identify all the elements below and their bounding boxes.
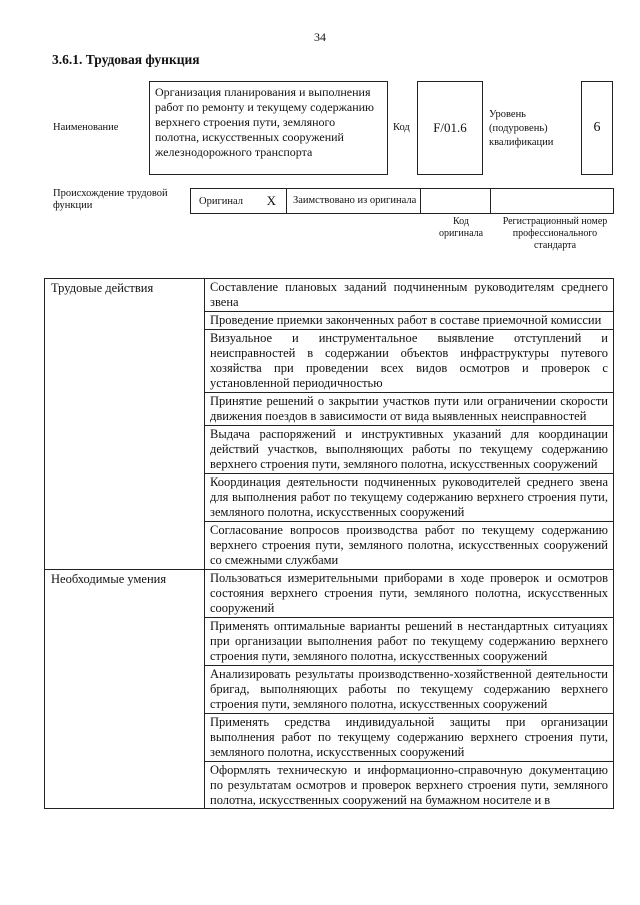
function-table [44,278,614,809]
labor-action-item: Составление плановых заданий подчиненным руководителям среднего звена [205,279,613,312]
labor-action-item: Визуальное и инструментальное выявление отступлений и неисправностей в содержании объектов инфраструктуры путевого хозяйства при проведении всех видов осмотров и проверок с установленной периодичностью [205,330,613,393]
original-cell [191,189,287,213]
original-code-caption: Код оригинала [438,216,484,239]
level-label: Уровень (подуровень) квалификации [489,109,554,148]
labor-actions-label: Трудовые действия [45,279,205,570]
original-code-cell [421,189,491,213]
skill-item: Пользоваться измерительными приборами в ходе проверок и осмотров состояния верхнего строения пути, земляного полотна, искусственных сооружений [205,570,613,618]
original-label: Оригинал [199,195,243,207]
origin-label: Происхождение трудовой функции [53,188,168,211]
labor-actions-row [45,279,614,570]
code-value: F/01.6 [417,81,483,175]
labor-action-item: Координация деятельности подчиненных руководителей среднего звена для выполнения работ по текущему содержанию верхнего строения пути, земляного полотна, искусственных сооружений [205,474,613,522]
labor-action-item: Проведение приемки законченных работ в составе приемочной комиссии [205,312,613,330]
code-label: Код [393,122,410,133]
level-value: 6 [581,81,613,175]
skills-row [45,570,614,809]
reg-number-cell [491,189,613,213]
labor-action-item: Согласование вопросов производства работ по текущему содержанию верхнего строения пути, земляного полотна, искусственных сооружений со смежными службами [210,523,608,567]
skills-list [205,570,614,809]
labor-action-item: Принятие решений о закрытии участков пути или ограничении скорости движения поездов в зависимости от вида выявленных неисправностей [205,393,613,426]
original-mark: X [266,193,276,208]
skill-item: Анализировать результаты производственно-хозяйственной деятельности бригад, выполняющих работы по текущему содержанию верхнего строения пути, земляного полотна, искусственных сооружений [205,666,613,714]
skills-label: Необходимые умения [45,570,205,809]
skill-item: Применять средства индивидуальной защиты при организации выполнения работ по текущему содержанию верхнего строения пути, земляного полотна, искусственных сооружений [205,714,613,762]
page-number: 34 [314,30,326,44]
function-name: Организация планирования и выполнения работ по ремонту и текущему содержанию верхнего строения пути, земляного полотна, искусственных сооружений железнодорожного транспорта [149,81,388,175]
reg-number-caption: Регистрационный номер профессионального стандарта [502,216,608,251]
section-title: 3.6.1. Трудовая функция [52,52,200,67]
borrowed-label: Заимствовано из оригинала [287,189,421,213]
labor-action-item: Выдача распоряжений и инструктивных указаний для координации действий участков, выполняющих работы по текущему содержанию верхнего строения пути, земляного полотна, искусственных сооружений [205,426,613,474]
skill-item: Применять оптимальные варианты решений в нестандартных ситуациях при организации выполнения работ по текущему содержанию верхнего строения пути, земляного полотна, искусственных сооружений [205,618,613,666]
skill-item: Оформлять техническую и информационно-справочную документацию по результатам осмотров и проверок верхнего строения пути, земляного полотна, искусственных сооружений на бумажном носителе и в [210,763,608,807]
name-label: Наименование [53,122,119,133]
origin-row [190,188,614,214]
labor-actions-list [205,279,614,570]
